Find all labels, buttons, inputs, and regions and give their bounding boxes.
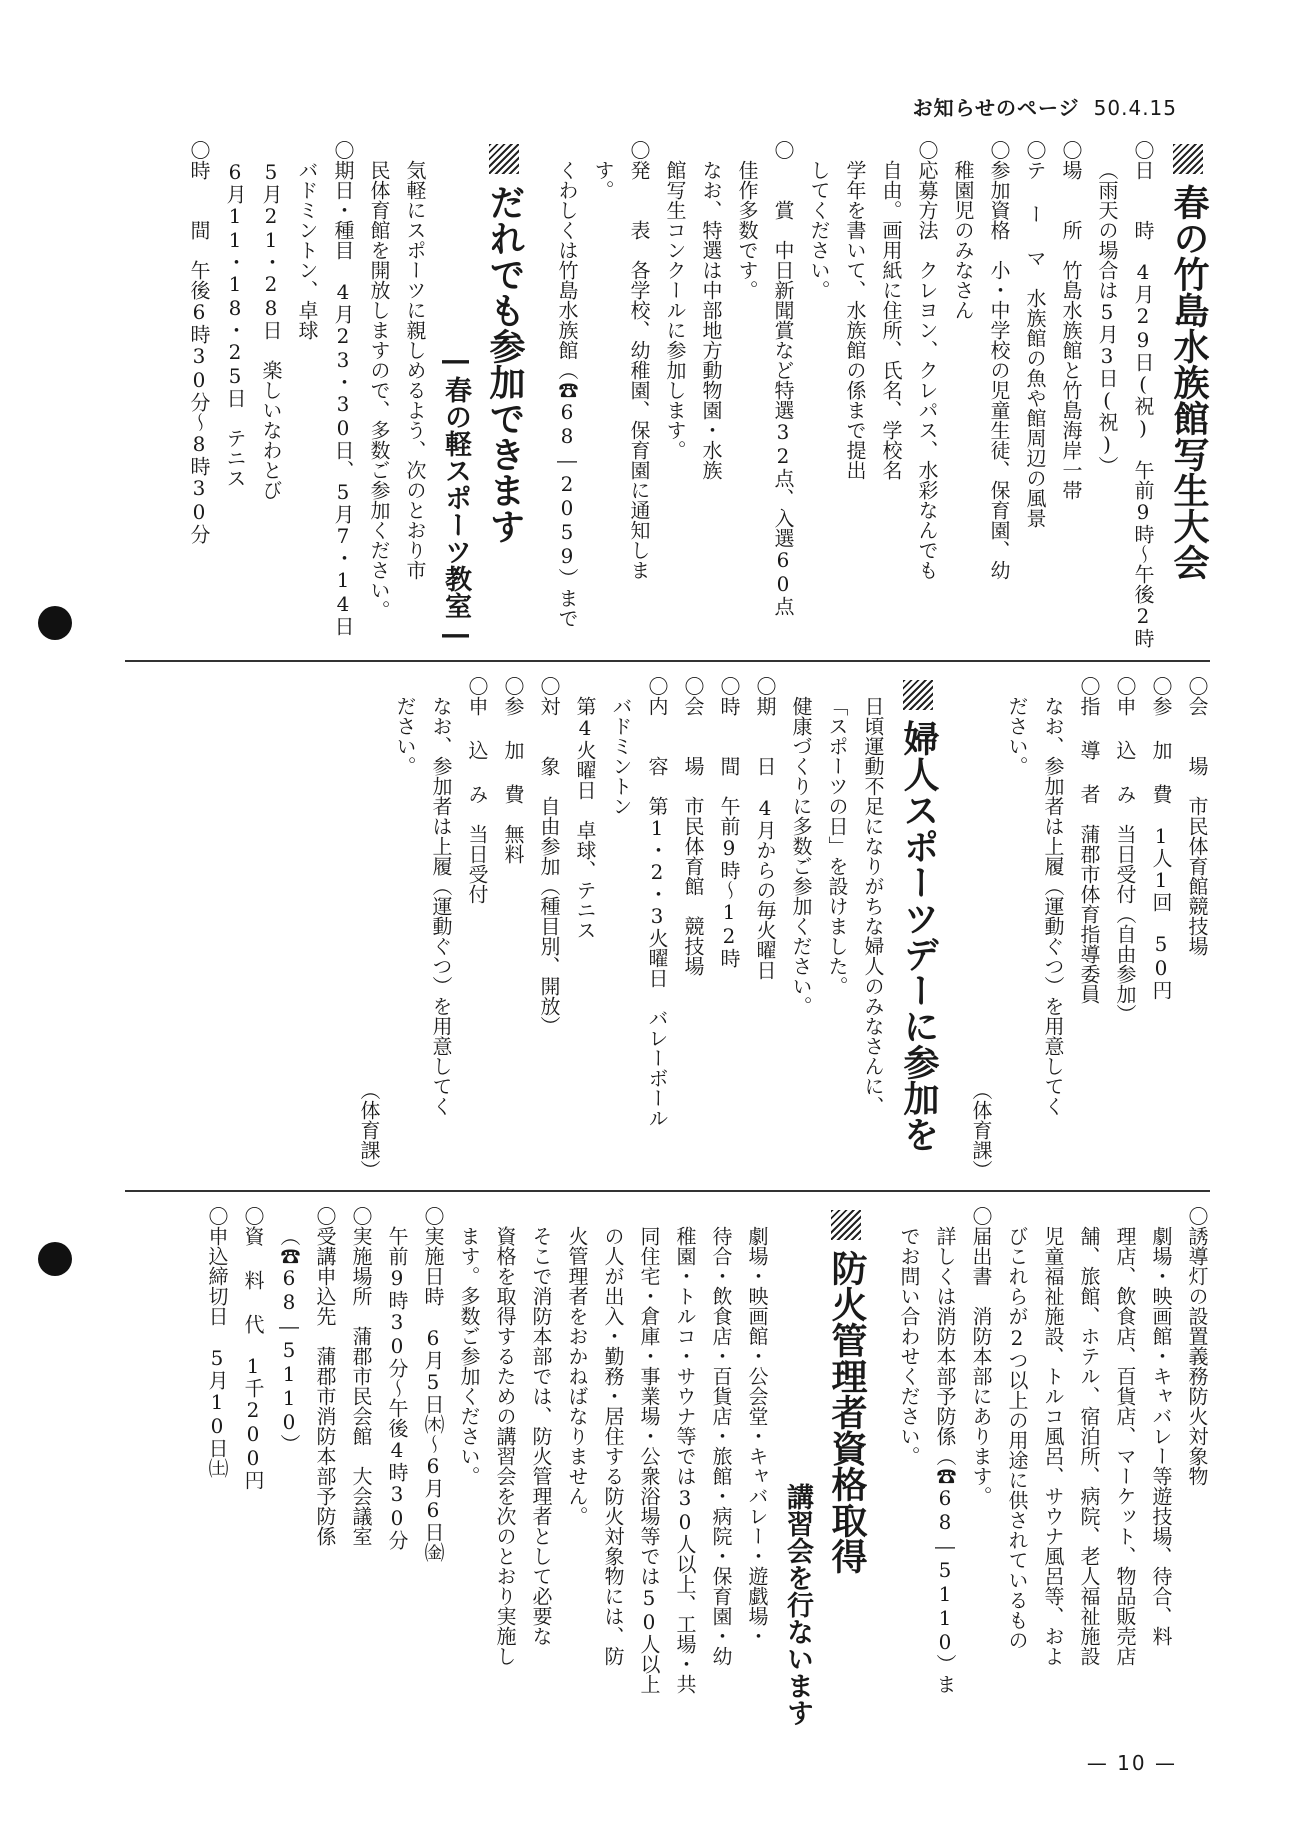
article-line: びこれらが2つ以上の用途に供されているもの xyxy=(1005,1226,1029,1650)
article-line: 〇テ ー マ 水族館の魚や館周辺の風景 xyxy=(1023,140,1047,528)
article-line: （体育課） xyxy=(357,1080,381,1180)
section-name: お知らせのページ xyxy=(912,96,1080,120)
article-line: 〇実施場所 蒲郡市民会館 大会議室 xyxy=(349,1206,373,1546)
issue-date: 50.4.15 xyxy=(1093,96,1177,120)
article-sports-class xyxy=(181,140,531,650)
divider-1 xyxy=(125,660,1210,662)
article-line: 〇指 導 者 蒲郡市体育指導委員 xyxy=(1077,676,1101,1004)
article-line: 〇会 場 市民体育館競技場 xyxy=(1185,676,1209,956)
article-line: 同住宅・倉庫・事業場・公衆浴場等では50人以上 xyxy=(637,1226,661,1694)
article-subtitle: 講習会を行ないます xyxy=(782,1483,813,1726)
article-line: 〇内 容 第1・2・3火曜日 バレーボール xyxy=(645,676,669,1128)
article-bouka xyxy=(199,1206,873,1726)
article-line: 〇応募方法 クレヨン、クレパス、水彩なんでも xyxy=(915,140,939,580)
article-line: （☎68―5110） xyxy=(277,1226,301,1454)
band-bottom xyxy=(120,1206,1215,1726)
article-line: 民体育館を開放しますので、多数ご参加ください。 xyxy=(367,160,391,620)
article-line: 〇発 表 各学校、幼稚園、保育園に通知しま xyxy=(627,140,651,580)
article-line: 〇時 間 午後6時30分～8時30分 xyxy=(187,140,211,544)
article-line: 〇資 料 代 1千200円 xyxy=(241,1206,265,1490)
article-title xyxy=(1161,140,1215,650)
article-subtitle: ―春の軽スポーツ教室― xyxy=(440,345,471,650)
article-line: 第4火曜日 卓球、テニス xyxy=(573,696,597,940)
article-line: 〇期 日 4月からの毎火曜日 xyxy=(753,676,777,980)
article-line: 詳しくは消防本部予防係（☎68―5110）ま xyxy=(933,1226,957,1694)
hatch-mark-icon xyxy=(1173,144,1203,174)
article-line: 火管理者をおかねばなりません。 xyxy=(565,1226,589,1526)
article-line: （雨天の場合は5月3日(祝)） xyxy=(1095,160,1119,476)
article-line: 〇申込締切日 5月10日㈯ xyxy=(205,1206,229,1478)
article-title-text: 婦人スポーツデーに参加を xyxy=(898,720,939,1152)
band-middle xyxy=(120,676,1215,1180)
article-line: の人が出入・勤務・居住する防火対象物には、防 xyxy=(601,1226,625,1666)
article-line: 〇実施日時 6月5日㈭～6月6日㈮ xyxy=(421,1206,445,1562)
article-sports-cont xyxy=(963,676,1215,1180)
article-line: 〇参 加 費 無料 xyxy=(501,676,525,864)
article-line: 〇申 込 み 当日受付 xyxy=(465,676,489,904)
article-line: 気軽にスポーツに親しめるよう、次のとおり市 xyxy=(403,160,427,580)
hatch-mark-icon xyxy=(489,144,519,174)
punch-hole-top xyxy=(38,606,72,640)
article-line: なお、特選は中部地方動物園・水族 xyxy=(699,160,723,480)
article-line: 〇期日・種目 4月23・30日、5月7・14日 xyxy=(331,140,355,636)
article-line: 稚園・トルコ・サウナ等では30人以上、工場・共 xyxy=(673,1226,697,1694)
article-line: なお、参加者は上履（運動ぐつ）を用意してく xyxy=(1041,696,1065,1116)
hatch-mark-icon xyxy=(831,1210,861,1240)
article-line: なお、参加者は上履（運動ぐつ）を用意してく xyxy=(429,696,453,1116)
article-line: そこで消防本部では、防火管理者として必要な xyxy=(529,1226,553,1646)
article-line: 〇届出書 消防本部にあります。 xyxy=(969,1206,993,1506)
article-line: 日頃運動不足になりがちな婦人のみなさんに、 xyxy=(861,696,885,1116)
article-line: 舗、旅館、ホテル、宿泊所、病院、老人福祉施設 xyxy=(1077,1226,1101,1666)
punch-hole-bottom xyxy=(38,1242,72,1276)
article-line: す。 xyxy=(591,160,615,200)
article-yudoutou-cont xyxy=(891,1206,1215,1726)
article-line: してください。 xyxy=(807,160,831,300)
article-line: 資格を取得するための講習会を次のとおり実施し xyxy=(493,1226,517,1666)
article-line: ださい。 xyxy=(393,696,417,776)
article-line: （体育課） xyxy=(969,1080,993,1180)
article-title xyxy=(477,140,531,650)
article-line: 館写生コンクールに参加します。 xyxy=(663,160,687,460)
article-line: 「スポーツの日」を設けました。 xyxy=(825,696,849,996)
article-line: 児童福祉施設、トルコ風呂、サウナ風呂等、およ xyxy=(1041,1226,1065,1666)
article-line: くわしくは竹島水族館（☎68―2059）まで xyxy=(555,160,579,628)
band-top xyxy=(120,140,1215,650)
article-line: ださい。 xyxy=(1005,696,1029,776)
article-line: 6月11・18・25日 テニス xyxy=(223,160,247,488)
article-line: 〇時 間 午前9時～12時 xyxy=(717,676,741,968)
article-line: 理店、飲食店、百貨店、マーケット、物品販売店 xyxy=(1113,1226,1137,1666)
article-line: 〇会 場 市民体育館 競技場 xyxy=(681,676,705,976)
article-line: 〇参加資格 小・中学校の児童生徒、保育園、幼 xyxy=(987,140,1011,580)
article-line: 〇受講申込先 蒲郡市消防本部予防係 xyxy=(313,1206,337,1546)
article-suizokukan xyxy=(549,140,1215,650)
article-line: 〇誘導灯の設置義務防火対象物 xyxy=(1185,1206,1209,1486)
article-line: 午前9時30分～午後4時30分 xyxy=(385,1226,409,1550)
article-line: 待合・飲食店・百貨店・旅館・病院・保育園・幼 xyxy=(709,1226,733,1666)
article-line: 〇 賞 中日新聞賞など特選32点、入選60点 xyxy=(771,140,795,616)
divider-2 xyxy=(125,1190,1210,1192)
article-title xyxy=(819,1206,873,1726)
article-line: バドミントン xyxy=(609,696,633,816)
article-line: 〇対 象 自由参加（種目別、開放） xyxy=(537,676,561,1036)
article-line: 劇場・映画館・キャバレー等遊技場、待合、料 xyxy=(1149,1226,1173,1646)
article-line: 5月21・28日 楽しいなわとび xyxy=(259,160,283,500)
article-line: 〇申 込 み 当日受付（自由参加） xyxy=(1113,676,1137,1024)
article-title-text: 防火管理者資格取得 xyxy=(826,1250,867,1574)
article-line: バドミントン、卓球 xyxy=(295,160,319,340)
hatch-mark-icon xyxy=(903,680,933,710)
article-line: 学年を書いて、水族館の係まで提出 xyxy=(843,160,867,480)
article-line: でお問い合わせください。 xyxy=(897,1226,921,1466)
article-title xyxy=(891,676,945,1180)
article-line: 〇参 加 費 1人1回 50円 xyxy=(1149,676,1173,1000)
article-line: 〇場 所 竹島水族館と竹島海岸一帯 xyxy=(1059,140,1083,500)
article-line: 〇日 時 4月29日(祝) 午前9時～午後2時 xyxy=(1131,140,1155,648)
page-header xyxy=(913,92,1177,121)
article-line: 健康づくりに多数ご参加ください。 xyxy=(789,696,813,1016)
article-title-text: 春の竹島水族館写生大会 xyxy=(1168,184,1209,580)
article-line: ます。多数ご参加ください。 xyxy=(457,1226,481,1486)
page-number: — 10 — xyxy=(1086,1751,1177,1775)
article-line: 佳作多数です。 xyxy=(735,160,759,300)
article-fujin-sports xyxy=(351,676,945,1180)
article-line: 劇場・映画館・公会堂・キャバレー・遊戯場・ xyxy=(745,1226,769,1646)
article-line: 自由。画用紙に住所、氏名、学校名 xyxy=(879,160,903,480)
article-title-text: だれでも参加できます xyxy=(484,184,525,544)
article-line: 稚園児のみなさん xyxy=(951,160,975,320)
